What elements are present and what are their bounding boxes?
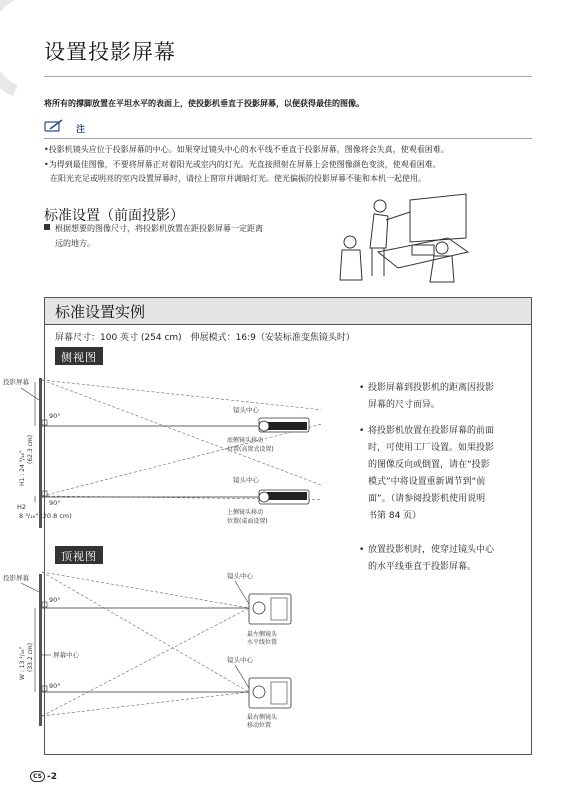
example-title-bar [45,298,531,325]
side-view-notes [359,380,527,525]
lens-shift-desc: 底侧镜头移动 [227,437,264,444]
height-cm-label: (62.3 cm) [27,434,34,464]
projection-screen [39,574,42,726]
projector-icon [249,594,291,624]
lens-center-label: 镜头中心 [227,656,253,664]
top-view-diagram [1,568,321,728]
angle-label: 90° [49,499,61,507]
lens-center-label: 镜头中心 [233,406,259,414]
page-title: 设置投影屏幕 [44,40,176,64]
lens-shift-desc: 位置(高置式设置) [227,446,274,453]
square-bullet-icon [44,224,50,230]
lens-position-desc: 水平线位置 [247,639,278,646]
side-view-tag: 侧视图 [55,347,103,365]
note-item: •为得到最佳图像，不要将屏幕正对着阳光或室内的灯光。光直接照射在屏幕上会使图像颜色变淡，使观看困难。 [44,159,441,169]
language-badge: CS [30,771,45,782]
top-view-tag: 顶视图 [55,546,103,564]
h2-value: 8 ³/₁₆" (20.8 cm) [19,512,72,520]
lens-position-desc: 移动位置 [247,722,272,728]
lens-center-label: 镜头中心 [233,476,259,484]
page-number-value: -2 [47,771,57,782]
page-number [30,771,57,782]
lens-position-desc: 最右侧镜头 [247,714,278,721]
projection-screen [39,378,42,528]
h2-label: H2 [17,503,27,511]
presenter-room-illustration [338,190,478,286]
example-spec: 屏幕尺寸：100 英寸 (254 cm) 伸展模式：16:9（安装标准变焦镜头时） [55,333,355,343]
bullet-item: • 投影屏幕到投影机的距离因投影 屏幕的尺寸而异。 [359,383,495,410]
projector-icon [259,418,309,432]
screen-label: 投影屏幕 [3,574,29,582]
projector-icon [259,490,309,504]
bullet-item: • 放置投影机时，使穿过镜头中心 的水平线垂直于投影屏幕。 [359,545,495,572]
width-cm-label: (33.2 cm) [27,642,34,672]
note-item: •投影机镜头应位于投影屏幕的中心。如果穿过镜头中心的水平线不垂直于投影屏幕，图像将会失真，使观看困难。 [44,145,449,154]
note-item: 在阳光充足或明亮的室内设置屏幕时，请拉上窗帘并调暗灯光。使光偏振的投影屏幕不能和本机一起使用。 [50,174,426,183]
bullet-item: • 将投影机放置在投影屏幕的前面 时，可使用工厂设置。如果投影 的图像反向或倒置，请在“投影 模式”中将设置重新调节到“前 面”。（请参阅投影机使用说明 书第 84 页） [359,426,495,521]
lens-center-label: 镜头中心 [227,572,253,580]
projector-icon [249,678,291,708]
top-view-notes [359,542,527,576]
lens-shift-desc: 上侧镜头移动 [227,509,264,516]
standard-text-line: 根据想要的图像尺寸，将投影机放置在距投影屏幕一定距离 [55,224,263,233]
intro-text: 将所有的撑脚放置在平坦水平的表面上，使投影机垂直于投影屏幕，以便获得最佳的图像。 [44,99,364,108]
screen-center-label: 屏幕中心 [53,651,79,659]
standard-setup-heading: 标准设置（前面投影） [44,208,184,224]
lens-position-desc: 最左侧镜头 [247,631,278,638]
width-label: W : 13 ¹/₁₆" [19,646,26,680]
example-title: 标准设置实例 [55,303,146,321]
title-divider [44,76,532,77]
side-view-diagram [1,370,321,530]
example-panel [3,297,532,755]
pencil-note-icon [44,119,64,133]
height-label: H1 : 24 ⁹/₁₆" [19,450,26,486]
angle-label: 90° [49,412,61,420]
angle-label: 90° [49,596,61,604]
standard-text-line: 远的地方。 [55,238,95,248]
angle-label: 90° [49,682,61,690]
screen-label: 投影屏幕 [3,378,29,386]
standard-setup-text [44,222,328,251]
note-label: 注 [76,125,86,135]
notes-list [44,143,534,187]
note-divider [44,138,532,139]
lens-shift-desc: 位置(桌面设置) [227,518,268,525]
